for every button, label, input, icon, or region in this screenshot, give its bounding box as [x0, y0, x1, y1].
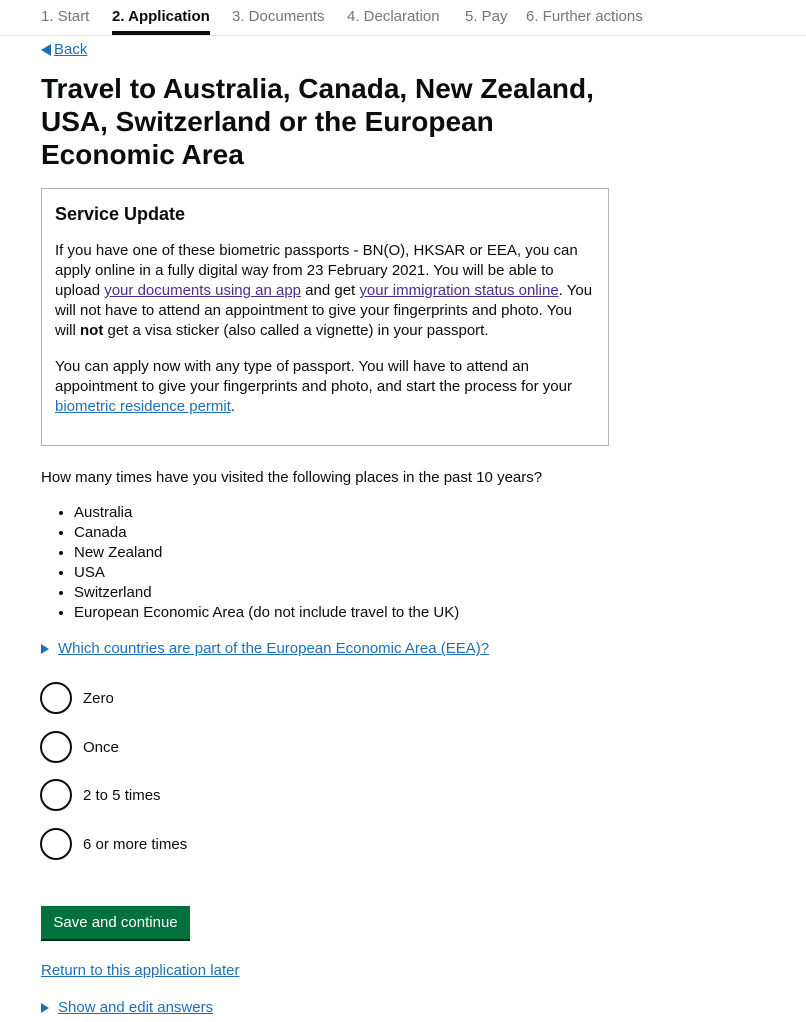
show-answers-toggle[interactable] [41, 999, 213, 1016]
question-text: How many times have you visited the following places in the past 10 years? [41, 469, 543, 486]
panel-text: . You will not have to attend an appointment to give your fingerprints and photo. You will [55, 282, 593, 339]
panel-heading: Service Update [55, 204, 186, 224]
step-start[interactable]: 1. Start [41, 8, 90, 25]
panel-text: and get [301, 282, 360, 299]
step-pay[interactable]: 5. Pay [465, 8, 508, 25]
expand-triangle-icon [41, 1003, 49, 1013]
list-item: • USA [74, 563, 459, 583]
panel-text: get a visa sticker (also called a vignette) in your passport. [103, 322, 489, 339]
radio-label: 6 or more times [83, 835, 188, 853]
radio-2-to-5[interactable] [40, 779, 161, 811]
brp-link[interactable]: biometric residence permit [55, 398, 231, 415]
return-later-link[interactable]: Return to this application later [41, 962, 240, 979]
panel-paragraph-2 [55, 357, 595, 417]
radio-circle-icon[interactable] [40, 731, 72, 763]
expand-triangle-icon [41, 644, 49, 654]
radio-circle-icon[interactable] [40, 682, 72, 714]
list-item: • Switzerland [74, 583, 459, 603]
back-arrow-icon [41, 44, 51, 56]
progress-steps [0, 0, 806, 36]
documents-app-link[interactable]: your documents using an app [104, 282, 302, 299]
radio-label: 2 to 5 times [83, 786, 161, 804]
eea-details-label: Which countries are part of the European Economic Area (EEA)? [58, 640, 490, 657]
radio-once[interactable] [40, 731, 119, 763]
step-declaration[interactable]: 4. Declaration [347, 8, 440, 25]
eea-details-toggle[interactable] [41, 640, 489, 657]
radio-label: Zero [83, 689, 114, 707]
panel-bold-text: not [80, 322, 104, 339]
step-further-actions[interactable]: 6. Further actions [526, 8, 643, 25]
save-and-continue-button[interactable]: Save and continue [41, 906, 190, 939]
radio-6-or-more[interactable] [40, 828, 187, 860]
service-update-panel [41, 188, 609, 446]
list-item: • Australia [74, 503, 459, 523]
panel-text: You can apply now with any type of passport. You will have to attend an appointment to give your fingerprints and photo, and start the process for your [55, 358, 572, 395]
panel-text: . [230, 398, 236, 415]
step-documents[interactable]: 3. Documents [232, 8, 325, 25]
show-answers-label: Show and edit answers [58, 999, 214, 1016]
list-item: • Canada [74, 523, 459, 543]
list-item: • New Zealand [74, 543, 459, 563]
back-label: Back [54, 41, 88, 58]
radio-zero[interactable] [40, 682, 114, 714]
radio-circle-icon[interactable] [40, 828, 72, 860]
page-title: Travel to Australia, Canada, New Zealand, USA, Switzerland or the European Economic Area [41, 73, 594, 170]
immigration-status-link[interactable]: your immigration status online [359, 282, 559, 299]
radio-label: Once [83, 738, 119, 756]
places-list [41, 503, 459, 623]
panel-text: If you have one of these biometric passports - BN(O), HKSAR or EEA, you can apply online in a fully digital way from 23 February 2021. You will be able to upload [55, 242, 578, 299]
list-item: • European Economic Area (do not include travel to the UK) [74, 603, 459, 623]
radio-circle-icon[interactable] [40, 779, 72, 811]
panel-paragraph-1 [55, 241, 595, 341]
back-link[interactable] [41, 41, 87, 58]
step-application[interactable]: 2. Application [112, 8, 210, 25]
